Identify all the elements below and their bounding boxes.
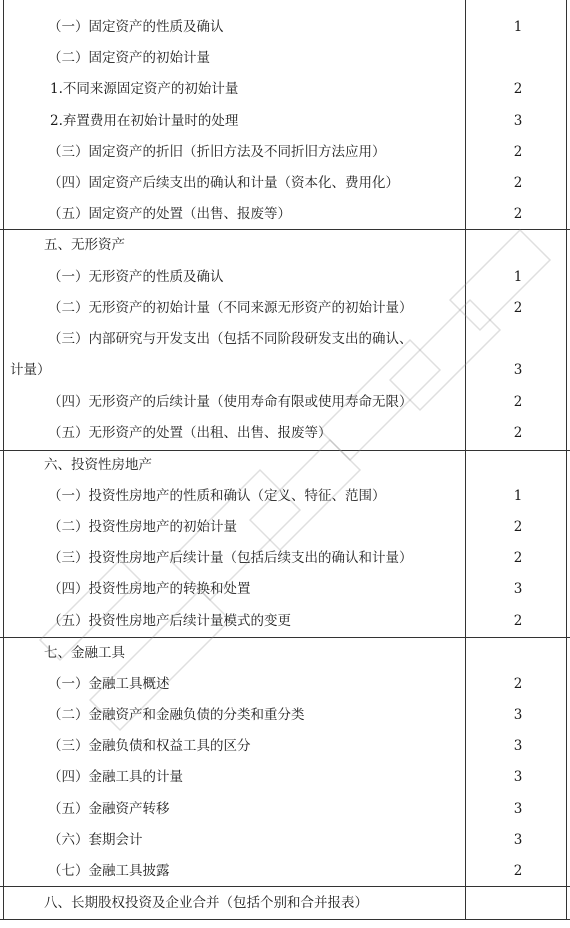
level-value: 2 [513, 300, 523, 316]
table-row: 2.弃置费用在初始计量时的处理 [50, 113, 239, 129]
table-row: （五）投资性房地产后续计量模式的变更 [48, 613, 291, 629]
table-row: （三）投资性房地产后续计量（包括后续支出的确认和计量） [48, 550, 413, 566]
table-row: （五）无形资产的处置（出租、出售、报废等） [48, 425, 332, 441]
level-value: 2 [513, 175, 523, 191]
section-title: 八、长期股权投资及企业合并（包括个别和合并报表） [44, 895, 368, 911]
table-row: （五）固定资产的处置（出售、报废等） [48, 206, 291, 222]
section-title: 五、无形资产 [44, 237, 125, 253]
level-value: 1 [513, 269, 523, 285]
level-value: 2 [513, 144, 523, 160]
table-row: 1.不同来源固定资产的初始计量 [50, 81, 239, 97]
level-value: 2 [513, 394, 523, 410]
level-value: 2 [513, 676, 523, 692]
table-row: （三）内部研究与开发支出（包括不同阶段研发支出的确认、 [48, 331, 413, 347]
table-row: （三）固定资产的折旧（折旧方法及不同折旧方法应用） [48, 144, 386, 160]
table-row: （二）无形资产的初始计量（不同来源无形资产的初始计量） [48, 300, 413, 316]
table-row: （一）金融工具概述 [48, 676, 170, 692]
table-row: （四）固定资产后续支出的确认和计量（资本化、费用化） [48, 175, 399, 191]
table-row: （四）金融工具的计量 [48, 769, 183, 785]
section-divider [0, 229, 570, 230]
level-value: 3 [513, 362, 523, 378]
level-value: 1 [513, 488, 523, 504]
table-row: （四）投资性房地产的转换和处置 [48, 581, 251, 597]
level-value: 3 [513, 738, 523, 754]
level-value: 2 [513, 519, 523, 535]
level-value: 2 [513, 613, 523, 629]
section-divider [0, 637, 570, 638]
level-value: 1 [513, 19, 523, 35]
level-value: 2 [513, 425, 523, 441]
table-bottom-border [0, 919, 570, 920]
section-divider [0, 450, 570, 451]
table-row: （一）无形资产的性质及确认 [48, 269, 224, 285]
table-row: （二）投资性房地产的初始计量 [48, 519, 237, 535]
table-row: （三）金融负债和权益工具的区分 [48, 738, 251, 754]
table-left-border [3, 0, 4, 920]
level-value: 3 [513, 113, 523, 129]
table-row: （二）金融资产和金融负债的分类和重分类 [48, 707, 305, 723]
table-row: （一）固定资产的性质及确认 [48, 19, 224, 35]
level-value: 2 [513, 81, 523, 97]
section-divider [0, 886, 570, 887]
level-value: 2 [513, 206, 523, 222]
section-title: 六、投资性房地产 [44, 457, 152, 473]
table-row: （七）金融工具披露 [48, 863, 170, 879]
level-value: 3 [513, 769, 523, 785]
table-row: （一）投资性房地产的性质和确认（定义、特征、范围） [48, 488, 386, 504]
level-value: 2 [513, 863, 523, 879]
section-title: 七、金融工具 [44, 645, 125, 661]
table-column-divider [465, 0, 466, 920]
level-value: 3 [513, 707, 523, 723]
table-right-border [566, 0, 567, 920]
level-value: 3 [513, 581, 523, 597]
table-row: （二）固定资产的初始计量 [48, 50, 210, 66]
level-value: 2 [513, 550, 523, 566]
table-row: （四）无形资产的后续计量（使用寿命有限或使用寿命无限） [48, 394, 413, 410]
table-row: （五）金融资产转移 [48, 801, 170, 817]
level-value: 3 [513, 832, 523, 848]
level-value: 3 [513, 801, 523, 817]
table-row: 计量） [10, 362, 51, 378]
table-row: （六）套期会计 [48, 832, 143, 848]
